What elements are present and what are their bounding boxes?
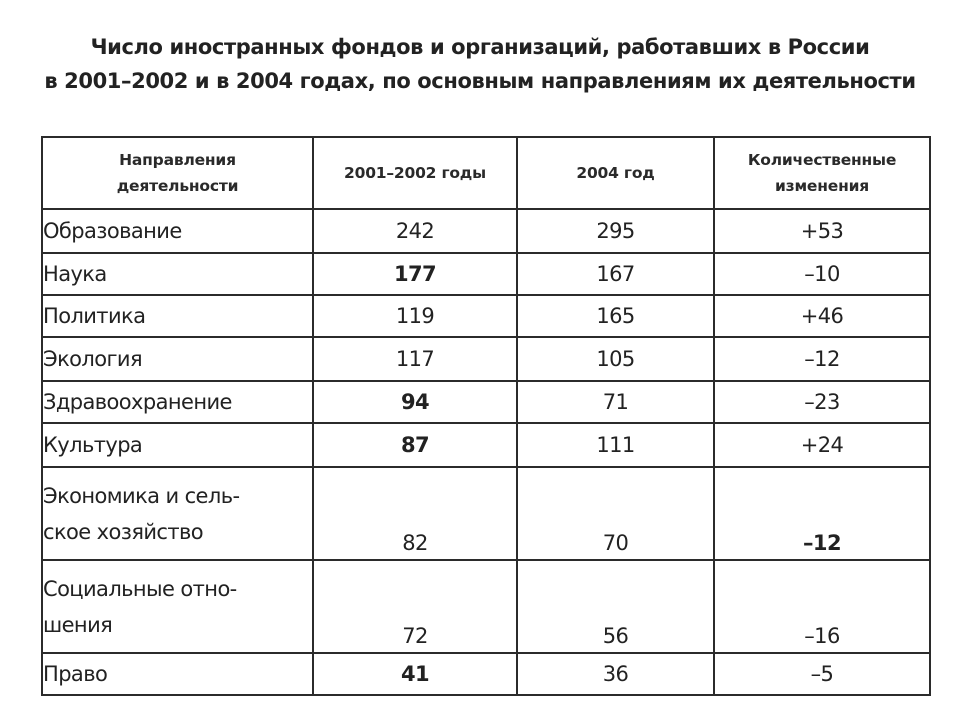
row-name (42, 467, 313, 560)
row-value-2001-2002: 119 (313, 295, 517, 337)
row-name (42, 560, 313, 653)
row-value-2004: 71 (517, 381, 714, 423)
row-value-2004: 70 (517, 467, 714, 560)
row-change: +46 (714, 295, 930, 337)
row-name-line-1: Экономика и сель- (43, 483, 240, 508)
table-header-row (42, 137, 930, 209)
header-change-line-1: Количественные (747, 151, 897, 169)
row-name-line-2: шения (43, 612, 113, 637)
table-row (42, 295, 930, 337)
row-change: +53 (714, 209, 930, 253)
row-name: Культура (42, 423, 313, 467)
row-name-line-1: Социальные отно- (43, 576, 237, 601)
table-row (42, 467, 930, 560)
row-value-2001-2002: 94 (313, 381, 517, 423)
row-change: –23 (714, 381, 930, 423)
row-change: –10 (714, 253, 930, 295)
row-name: Политика (42, 295, 313, 337)
row-change: –16 (714, 560, 930, 653)
header-direction-line-1: Направления (119, 151, 236, 169)
row-change: –12 (714, 467, 930, 560)
statistics-table (41, 136, 931, 696)
title-line-2: в 2001–2002 и в 2004 годах, по основным направлениям их деятельности (44, 69, 916, 93)
row-name-line-2: ское хозяйство (43, 519, 204, 544)
row-name: Экология (42, 337, 313, 381)
row-name: Право (42, 653, 313, 695)
row-value-2004: 105 (517, 337, 714, 381)
row-name: Образование (42, 209, 313, 253)
row-value-2004: 36 (517, 653, 714, 695)
table-row (42, 560, 930, 653)
row-name: Наука (42, 253, 313, 295)
header-direction (42, 137, 313, 209)
row-value-2001-2002: 72 (313, 560, 517, 653)
row-value-2001-2002: 87 (313, 423, 517, 467)
row-value-2004: 167 (517, 253, 714, 295)
row-change: –12 (714, 337, 930, 381)
table-row (42, 653, 930, 695)
table-row (42, 209, 930, 253)
row-value-2004: 56 (517, 560, 714, 653)
row-value-2001-2002: 117 (313, 337, 517, 381)
row-value-2001-2002: 41 (313, 653, 517, 695)
row-value-2004: 111 (517, 423, 714, 467)
header-period-2004: 2004 год (517, 137, 714, 209)
header-change (714, 137, 930, 209)
row-value-2001-2002: 242 (313, 209, 517, 253)
title-line-1: Число иностранных фондов и организаций, работавших в России (90, 35, 870, 59)
row-change: –5 (714, 653, 930, 695)
row-value-2001-2002: 177 (313, 253, 517, 295)
table-row (42, 381, 930, 423)
table-row (42, 337, 930, 381)
row-value-2004: 295 (517, 209, 714, 253)
row-name: Здравоохранение (42, 381, 313, 423)
header-direction-line-2: деятельности (116, 177, 239, 195)
row-change: +24 (714, 423, 930, 467)
table-title (0, 30, 960, 98)
header-change-line-2: изменения (775, 177, 869, 195)
table-row (42, 423, 930, 467)
header-period-2001-2002: 2001–2002 годы (313, 137, 517, 209)
row-value-2001-2002: 82 (313, 467, 517, 560)
table-row (42, 253, 930, 295)
row-value-2004: 165 (517, 295, 714, 337)
